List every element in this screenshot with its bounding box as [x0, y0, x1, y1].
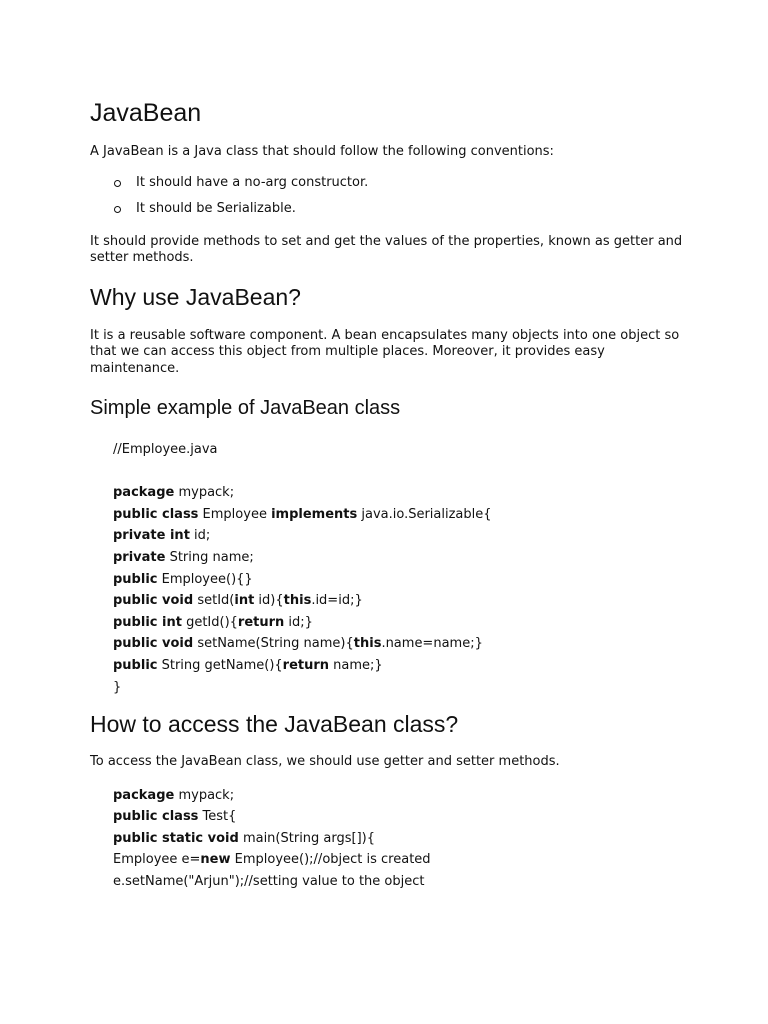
code-text: id; [189, 528, 211, 544]
code-keyword: public static void [113, 830, 239, 846]
list-item-text: It should be Serializable. [136, 200, 296, 216]
list-item-text: It should have a no-arg constructor. [136, 174, 369, 190]
code-keyword: public class [113, 506, 199, 522]
code-line [113, 806, 690, 828]
why-heading: Why use JavaBean? [90, 283, 301, 310]
code-line [113, 482, 690, 504]
code-keyword: implements [271, 506, 358, 522]
code-text: main(String args[]){ [238, 830, 376, 846]
code-keyword: public [113, 657, 158, 673]
code-line [113, 590, 690, 612]
code-text: name;} [329, 657, 383, 673]
code-line [113, 547, 690, 569]
why-paragraph: It is a reusable software component. A bean encapsulates many objects into one object so that we can access this object from multiple places. Moreover, it provides easy maintenance. [90, 327, 680, 376]
code-keyword: return [282, 657, 330, 673]
example-heading: Simple example of JavaBean class [90, 397, 401, 419]
code-line [113, 461, 690, 483]
code-line [113, 655, 690, 677]
code-text: getId(){ [181, 614, 238, 630]
code-text: String name; [165, 549, 254, 565]
code-text: e.setName("Arjun");//setting value to the object [113, 874, 425, 889]
code-line [113, 569, 690, 591]
code-keyword: package [113, 485, 175, 501]
code-text: Employee();//object is created [230, 852, 431, 868]
code-keyword: int [234, 593, 255, 609]
code-line [113, 849, 690, 871]
accessor-paragraph: It should provide methods to set and get the values of the properties, known as getter and setter methods. [90, 233, 683, 265]
code-text: Employee e= [113, 852, 201, 868]
code-keyword: this [283, 593, 312, 609]
code-text: mypack; [174, 787, 235, 803]
intro-paragraph: A JavaBean is a Java class that should follow the following conventions: [90, 144, 554, 159]
example-code-block [113, 439, 690, 698]
code-keyword: return [237, 614, 285, 630]
code-keyword: this [353, 636, 382, 652]
code-keyword: new [200, 852, 231, 868]
hollow-bullet-icon [114, 206, 121, 213]
code-text: id;} [284, 614, 313, 630]
code-text: String getName(){ [157, 657, 283, 673]
page-title: JavaBean [90, 99, 202, 127]
code-line [113, 785, 690, 807]
code-text: setId( [193, 593, 235, 609]
code-text: .name=name;} [381, 636, 483, 652]
code-line [113, 525, 690, 547]
code-text: Employee [198, 506, 272, 522]
code-text: .id=id;} [311, 593, 363, 609]
code-text: setName(String name){ [193, 636, 354, 652]
code-line [113, 439, 690, 461]
document-page [90, 96, 690, 893]
code-line [113, 612, 690, 634]
conventions-list [90, 175, 690, 217]
code-text: id){ [254, 593, 284, 609]
code-line [113, 633, 690, 655]
code-text: } [113, 679, 122, 695]
code-line [113, 677, 690, 699]
code-text: mypack; [174, 485, 235, 501]
hollow-bullet-icon [114, 180, 121, 187]
code-keyword: private int [113, 528, 190, 544]
access-heading: How to access the JavaBean class? [90, 711, 459, 738]
code-text: Test{ [198, 809, 237, 825]
code-text: java.io.Serializable{ [357, 506, 492, 522]
list-item [90, 175, 690, 191]
code-keyword: public [113, 571, 158, 587]
code-line [113, 871, 690, 893]
code-text: Employee(){} [157, 571, 253, 587]
code-keyword: package [113, 787, 175, 803]
code-keyword: public void [113, 636, 194, 652]
list-item [90, 201, 690, 217]
code-text: //Employee.java [113, 442, 218, 457]
code-line [113, 828, 690, 850]
code-keyword: private [113, 549, 166, 565]
code-line [113, 504, 690, 526]
access-paragraph: To access the JavaBean class, we should use getter and setter methods. [90, 754, 560, 770]
code-keyword: public void [113, 593, 194, 609]
access-code-block [113, 785, 690, 893]
code-keyword: public int [113, 614, 182, 630]
code-keyword: public class [113, 809, 199, 825]
